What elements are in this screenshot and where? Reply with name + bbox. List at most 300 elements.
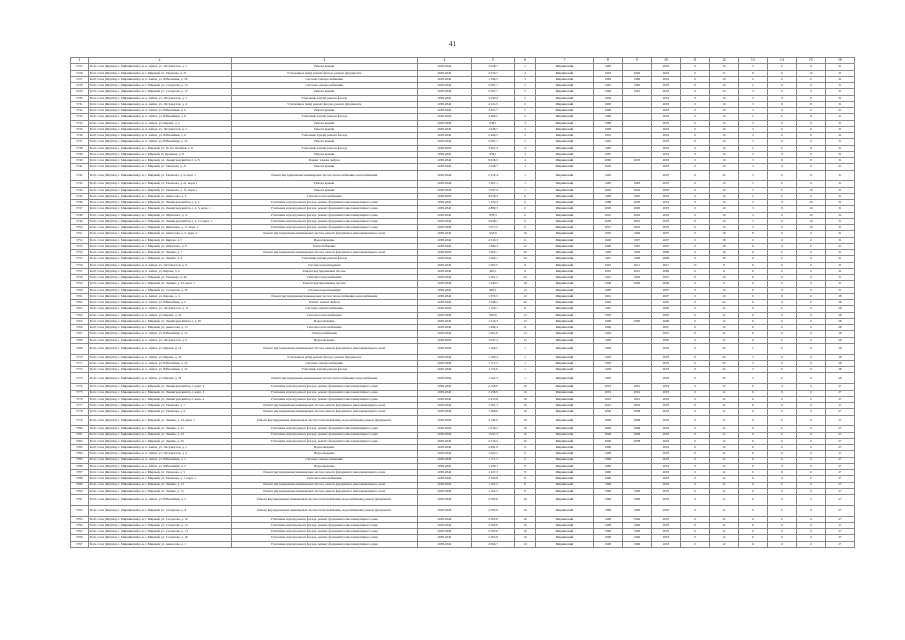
year-cell: 1993: [593, 337, 622, 343]
value-cell: 0: [767, 463, 796, 469]
year-cell: 1992: [593, 300, 622, 306]
value-cell: 0: [796, 457, 825, 463]
value-cell: 28: [825, 331, 854, 337]
count-cell: 1: [515, 181, 536, 187]
value-cell: 0: [680, 95, 709, 101]
value-cell: 0: [680, 206, 709, 212]
year-cell: 1992: [593, 139, 622, 145]
district-cell: Мирнинский: [535, 170, 593, 181]
value-cell: 27: [825, 403, 854, 409]
cost-cell: 2 307,7: [471, 89, 514, 95]
value-cell: 0: [680, 535, 709, 541]
value-cell: 12: [709, 488, 738, 494]
count-cell: 16: [515, 409, 536, 415]
value-cell: 10: [709, 151, 738, 157]
cost-cell: 863,1: [471, 287, 514, 293]
value-cell: 12: [709, 312, 738, 318]
row-number-cell: 5753: [71, 243, 89, 249]
count-cell: 1: [515, 373, 536, 384]
value-cell: 3: [738, 101, 767, 107]
value-cell: 31: [825, 212, 854, 218]
cost-cell: 2 144,0: [471, 415, 514, 426]
year-cell: 1999: [593, 281, 622, 287]
row-number-cell: 5761: [71, 293, 89, 299]
row-number-cell: 5791: [71, 495, 89, 506]
year-cell: 2018: [651, 200, 680, 206]
year-cell: 2018: [651, 535, 680, 541]
address-cell: Респ. Саха (Якутия), г. Мирнинский р-н, п. Айхал, ул. Энтузиастов, д. 6: [88, 337, 231, 343]
district-cell: Мирнинский: [535, 181, 593, 187]
value-cell: 3: [738, 193, 767, 199]
value-cell: 0: [767, 287, 796, 293]
year-cell: 1999: [593, 325, 622, 331]
year-cell: 1983: [593, 64, 622, 70]
year-cell: 1989: [593, 120, 622, 126]
value-cell: 6: [738, 488, 767, 494]
value-cell: 0: [796, 126, 825, 132]
value-cell: 0: [680, 281, 709, 287]
period-cell: 2038-2040: [417, 70, 471, 76]
address-cell: Респ. Саха (Якутия), г. Мирнинский р-н, г. Мирный, ул. Ойунского, д. 6: [88, 243, 231, 249]
value-cell: 12: [709, 403, 738, 409]
count-cell: 16: [515, 438, 536, 444]
value-cell: 0: [796, 409, 825, 415]
value-cell: 27: [825, 535, 854, 541]
count-cell: 11: [515, 306, 536, 312]
value-cell: 6: [738, 403, 767, 409]
address-cell: Респ. Саха (Якутия), г. Мирнинский р-н, г. Мирный, ул. Ленинградский пр-т, д. 11, корп. 1: [88, 218, 231, 224]
work-type-cell: Ремонт внутридомовых инженерных систем теплоснабжения, водоснабжения: [231, 170, 417, 181]
cost-cell: 1 568,9: [471, 409, 514, 415]
row-number-cell: 5747: [71, 206, 89, 212]
address-cell: Респ. Саха (Якутия), г. Мирнинский р-н, г. Мирный, ул. Ленина, д. 19, корп. 1: [88, 415, 231, 426]
count-cell: 20: [515, 256, 536, 262]
value-cell: 0: [680, 343, 709, 354]
address-cell: Респ. Саха (Якутия), г. Мирнинский р-н, г. Мирный, ул. Солдатова, д. 12: [88, 522, 231, 528]
period-cell: 2038-2040: [417, 541, 471, 547]
period-cell: 2038-2040: [417, 206, 471, 212]
value-cell: 8: [709, 268, 738, 274]
year-cell: 1990: [593, 488, 622, 494]
row-number-cell: 5755: [71, 256, 89, 262]
address-cell: Респ. Саха (Якутия), г. Мирнинский р-н, г. Мирный, ул. Тихонова, д. 27: [88, 70, 231, 76]
value-cell: 31: [825, 70, 854, 76]
value-cell: 27: [825, 541, 854, 547]
work-type-cell: Утепление и (или) ремонт фасада, ремонт фундамента многоквартирного дома: [231, 212, 417, 218]
value-cell: 12: [709, 482, 738, 488]
value-cell: 20: [709, 343, 738, 354]
value-cell: 0: [680, 482, 709, 488]
year-cell: 1996: [593, 243, 622, 249]
value-cell: 0: [796, 139, 825, 145]
value-cell: 0: [796, 337, 825, 343]
column-header: 10: [651, 58, 680, 64]
year-cell: 2001: [593, 396, 622, 402]
value-cell: 0: [767, 482, 796, 488]
cost-cell: 1 061,6: [471, 331, 514, 337]
year-cell: 2007: [651, 275, 680, 281]
row-number-cell: 5758: [71, 275, 89, 281]
district-cell: Мирнинский: [535, 331, 593, 337]
address-cell: Респ. Саха (Якутия), г. Мирнинский р-н, п. Айхал, ул. Юбилейная, д. 16: [88, 360, 231, 366]
district-cell: Мирнинский: [535, 325, 593, 331]
cost-cell: 2 010,3: [471, 237, 514, 243]
value-cell: 8: [796, 145, 825, 151]
period-cell: 2038-2040: [417, 445, 471, 451]
value-cell: 6: [738, 432, 767, 438]
address-cell: Респ. Саха (Якутия), г. Мирнинский р-н, г. Мирный, ул. Аммосова, д. 5, корп. 2: [88, 231, 231, 237]
address-cell: Респ. Саха (Якутия), г. Мирнинский р-н, г. Мирный, ул. Кирова, д. 5: [88, 237, 231, 243]
value-cell: 10: [709, 89, 738, 95]
value-cell: 6: [738, 256, 767, 262]
district-cell: Мирнинский: [535, 126, 593, 132]
work-type-cell: Водоотведение: [231, 318, 417, 324]
value-cell: 31: [825, 145, 854, 151]
district-cell: Мирнинский: [535, 300, 593, 306]
value-cell: 31: [825, 95, 854, 101]
work-type-cell: Ремонт внутридомовых инженерных систем теплоснабжения, водоснабжения: [231, 373, 417, 384]
address-cell: Респ. Саха (Якутия), г. Мирнинский р-н, г. Мирный, ул. Аммосова, д. 13: [88, 325, 231, 331]
cost-cell: 1 296,5: [471, 76, 514, 82]
district-cell: Мирнинский: [535, 200, 593, 206]
value-cell: 9: [738, 70, 767, 76]
period-cell: 2038-2040: [417, 145, 471, 151]
value-cell: 10: [796, 218, 825, 224]
period-cell: 2038-2040: [417, 476, 471, 482]
period-cell: 2038-2040: [417, 250, 471, 256]
cost-cell: 1 931,3: [471, 432, 514, 438]
value-cell: 6: [738, 505, 767, 516]
count-cell: 6: [515, 225, 536, 231]
count-cell: 8: [515, 268, 536, 274]
value-cell: 28: [825, 343, 854, 354]
year-cell: 2018: [651, 343, 680, 354]
district-cell: Мирнинский: [535, 438, 593, 444]
value-cell: 0: [680, 237, 709, 243]
value-cell: 0: [680, 243, 709, 249]
column-header: 7: [535, 58, 593, 64]
count-cell: 12: [515, 331, 536, 337]
table-row: [71, 170, 855, 181]
year-cell: 1996: [622, 495, 651, 506]
value-cell: 0: [796, 535, 825, 541]
period-cell: 2038-2040: [417, 83, 471, 89]
value-cell: 0: [767, 275, 796, 281]
year-cell: 2006: [593, 415, 622, 426]
address-cell: Респ. Саха (Якутия), г. Мирнинский р-н, г. Мирный, ул. Солдатова, д. 10: [88, 516, 231, 522]
year-cell: 2004: [622, 187, 651, 193]
value-cell: 31: [825, 101, 854, 107]
period-cell: 2038-2040: [417, 275, 471, 281]
year-cell: 2018: [651, 145, 680, 151]
value-cell: 0: [767, 505, 796, 516]
year-cell: 1990: [593, 535, 622, 541]
row-number-cell: 5757: [71, 268, 89, 274]
year-cell: 1990: [593, 451, 622, 457]
year-cell: 1990: [593, 89, 622, 95]
district-cell: Мирнинский: [535, 158, 593, 164]
address-cell: Респ. Саха (Якутия), г. Мирнинский р-н, г. Мирный, ул. Тихонова, д. 21: [88, 164, 231, 170]
cost-cell: 1 270,4: [471, 200, 514, 206]
address-cell: Респ. Саха (Якутия), г. Мирнинский р-н, п. Айхал, ул. Энтузиастов, д. 11: [88, 306, 231, 312]
value-cell: 0: [680, 384, 709, 390]
address-cell: Респ. Саха (Якутия), г. Мирнинский р-н, п. Айхал, ул. Юбилейная, д. 2: [88, 300, 231, 306]
year-cell: 2018: [651, 360, 680, 366]
period-cell: 2038-2040: [417, 325, 471, 331]
year-cell: 1997: [593, 306, 622, 312]
address-cell: Респ. Саха (Якутия), г. Мирнинский р-н, г. Мирный, ул. Тихонова, д. 5: [88, 470, 231, 476]
value-cell: 6: [738, 516, 767, 522]
cost-cell: 4 889,3: [471, 206, 514, 212]
value-cell: 6: [738, 529, 767, 535]
address-cell: Респ. Саха (Якутия), г. Мирнинский р-н, п. Айхал, ул. Юбилейная, д. 19: [88, 367, 231, 373]
value-cell: 0: [680, 306, 709, 312]
year-cell: 2000: [593, 218, 622, 224]
value-cell: 0: [767, 367, 796, 373]
value-cell: 0: [680, 337, 709, 343]
district-cell: Мирнинский: [535, 193, 593, 199]
value-cell: 0: [680, 470, 709, 476]
year-cell: 1994: [593, 193, 622, 199]
value-cell: 0: [767, 101, 796, 107]
table-row: [71, 541, 855, 547]
cost-cell: 1 037,4: [471, 187, 514, 193]
year-cell: 1997: [593, 256, 622, 262]
value-cell: 3: [738, 343, 767, 354]
period-cell: 2038-2040: [417, 237, 471, 243]
value-cell: 6: [738, 390, 767, 396]
work-type-cell: Утепление и (или) ремонт фасада, ремонт фундамента многоквартирного дома: [231, 522, 417, 528]
year-cell: 1990: [593, 505, 622, 516]
work-type-cell: Ремонт крыши: [231, 89, 417, 95]
year-cell: 1996: [622, 529, 651, 535]
count-cell: 11: [515, 325, 536, 331]
value-cell: 0: [680, 367, 709, 373]
row-number-cell: 5734: [71, 120, 89, 126]
year-cell: 2003: [593, 187, 622, 193]
row-number-cell: 5767: [71, 331, 89, 337]
value-cell: 0: [796, 108, 825, 114]
value-cell: 0: [767, 293, 796, 299]
value-cell: 0: [767, 218, 796, 224]
value-cell: 0: [680, 463, 709, 469]
value-cell: 18: [709, 231, 738, 237]
work-type-cell: Ремонт внутридомовых инженерных систем, ремонт фундамента многоквартирного дома: [231, 409, 417, 415]
value-cell: 0: [680, 170, 709, 181]
address-cell: Респ. Саха (Якутия), г. Мирнинский р-н, г. Мирный, ул. 50 лет Октября, д. 8: [88, 145, 231, 151]
cost-cell: 1 361,2: [471, 275, 514, 281]
work-type-cell: Ремонт крыши: [231, 187, 417, 193]
data-table-container: [70, 57, 855, 548]
value-cell: 12: [709, 457, 738, 463]
address-cell: Респ. Саха (Якутия), г. Мирнинский р-н, г. Мирный, ул. Ленинградский пр-т, корп. 2: [88, 384, 231, 390]
value-cell: 0: [680, 331, 709, 337]
address-cell: Респ. Саха (Якутия), г. Мирнинский р-н, г. Мирный, ул. Солдатова, д. 25: [88, 287, 231, 293]
row-number-cell: 5790: [71, 488, 89, 494]
count-cell: 13: [515, 293, 536, 299]
value-cell: 12: [709, 325, 738, 331]
value-cell: 0: [796, 373, 825, 384]
count-cell: 8: [515, 482, 536, 488]
row-number-cell: 5738: [71, 145, 89, 151]
year-cell: 2011: [622, 262, 651, 268]
row-number-cell: 5797: [71, 541, 89, 547]
row-number-cell: 5743: [71, 181, 89, 187]
year-cell: 1993: [593, 250, 622, 256]
cost-cell: 2 303,8: [471, 505, 514, 516]
value-cell: 0: [767, 541, 796, 547]
address-cell: Респ. Саха (Якутия), г. Мирнинский р-н, п. Айхал, ул. Кирова, д. 2: [88, 120, 231, 126]
row-number-cell: 5742: [71, 170, 89, 181]
value-cell: 27: [825, 482, 854, 488]
value-cell: 31: [825, 206, 854, 212]
value-cell: 0: [767, 384, 796, 390]
column-header: 11: [680, 58, 709, 64]
district-cell: Мирнинский: [535, 522, 593, 528]
value-cell: 0: [680, 151, 709, 157]
period-cell: 2038-2040: [417, 360, 471, 366]
value-cell: 31: [825, 108, 854, 114]
district-cell: Мирнинский: [535, 306, 593, 312]
work-type-cell: Ремонт крыши: [231, 139, 417, 145]
value-cell: 0: [680, 120, 709, 126]
value-cell: 0: [680, 451, 709, 457]
count-cell: 2: [515, 114, 536, 120]
row-number-cell: 5754: [71, 250, 89, 256]
year-cell: 2007: [651, 237, 680, 243]
count-cell: 9: [515, 237, 536, 243]
cost-cell: 2 307,7: [471, 108, 514, 114]
work-type-cell: Утепление и (или) ремонт фасада, ремонт фундамента многоквартирного дома: [231, 218, 417, 224]
value-cell: 6: [738, 318, 767, 324]
cost-cell: 2 519,2: [471, 426, 514, 432]
value-cell: 0: [680, 139, 709, 145]
value-cell: 28: [825, 325, 854, 331]
year-cell: 2002: [622, 403, 651, 409]
value-cell: 27: [825, 438, 854, 444]
year-cell: 2008: [622, 426, 651, 432]
value-cell: 0: [767, 343, 796, 354]
address-cell: Респ. Саха (Якутия), г. Мирнинский р-н, п. Айхал, ул. Кирова, д. 4: [88, 293, 231, 299]
year-cell: 2018: [651, 225, 680, 231]
value-cell: 0: [680, 396, 709, 402]
period-cell: 2038-2040: [417, 212, 471, 218]
period-cell: 2038-2040: [417, 312, 471, 318]
count-cell: 4: [515, 145, 536, 151]
address-cell: Респ. Саха (Якутия), г. Мирнинский р-н, п. Айхал, ул. Энтузиастов, д. 1: [88, 64, 231, 70]
value-cell: 12: [709, 470, 738, 476]
value-cell: 0: [796, 445, 825, 451]
value-cell: 0: [680, 256, 709, 262]
value-cell: 20: [709, 373, 738, 384]
period-cell: 2038-2040: [417, 300, 471, 306]
value-cell: 0: [796, 403, 825, 409]
value-cell: 31: [825, 187, 854, 193]
row-number-cell: 5788: [71, 476, 89, 482]
address-cell: Респ. Саха (Якутия), г. Мирнинский р-н, г. Мирный, ул. Тихонова, д. 15, корп. 1: [88, 187, 231, 193]
value-cell: 27: [825, 457, 854, 463]
value-cell: 0: [767, 403, 796, 409]
value-cell: 10: [709, 164, 738, 170]
value-cell: 10: [709, 95, 738, 101]
period-cell: 2038-2040: [417, 256, 471, 262]
cost-cell: 2 460,5: [471, 114, 514, 120]
period-cell: 2038-2040: [417, 76, 471, 82]
value-cell: 0: [680, 541, 709, 547]
value-cell: 0: [767, 108, 796, 114]
address-cell: Респ. Саха (Якутия), г. Мирнинский р-н, п. Айхал, ул. Юбилейная, д. 18: [88, 76, 231, 82]
value-cell: 3: [738, 95, 767, 101]
address-cell: Респ. Саха (Якутия), г. Мирнинский р-н, п. Айхал, ул. Юбилейная, д. 12: [88, 331, 231, 337]
cost-cell: 3 030,4: [471, 95, 514, 101]
work-type-cell: Утепление и (или) ремонт фасада, ремонт фундамента: [231, 101, 417, 107]
count-cell: 8: [515, 488, 536, 494]
year-cell: 2018: [651, 83, 680, 89]
cost-cell: 1 028,7: [471, 164, 514, 170]
value-cell: 0: [680, 409, 709, 415]
value-cell: 12: [709, 306, 738, 312]
value-cell: 0: [680, 200, 709, 206]
column-header: 4: [417, 58, 471, 64]
year-cell: 2018: [651, 170, 680, 181]
district-cell: Мирнинский: [535, 409, 593, 415]
year-cell: 2018: [651, 457, 680, 463]
year-cell: 1996: [593, 237, 622, 243]
value-cell: 0: [680, 218, 709, 224]
value-cell: 0: [767, 488, 796, 494]
district-cell: Мирнинский: [535, 505, 593, 516]
year-cell: 1986: [622, 76, 651, 82]
year-cell: 1982: [593, 181, 622, 187]
work-type-cell: Утепление и (или) ремонт фасада, ремонт фундамента многоквартирного дома: [231, 206, 417, 212]
year-cell: 1993: [593, 360, 622, 366]
district-cell: Мирнинский: [535, 373, 593, 384]
value-cell: 6: [738, 281, 767, 287]
value-cell: 12: [709, 541, 738, 547]
value-cell: 31: [825, 164, 854, 170]
value-cell: 10: [709, 287, 738, 293]
count-cell: 6: [515, 218, 536, 224]
value-cell: 6: [738, 396, 767, 402]
value-cell: 0: [796, 287, 825, 293]
value-cell: 28: [825, 293, 854, 299]
value-cell: 0: [680, 225, 709, 231]
year-cell: 2017: [651, 262, 680, 268]
district-cell: Мирнинский: [535, 70, 593, 76]
value-cell: 9: [796, 158, 825, 164]
year-cell: 2005: [651, 312, 680, 318]
value-cell: 0: [680, 212, 709, 218]
district-cell: Мирнинский: [535, 145, 593, 151]
year-cell: 2001: [593, 225, 622, 231]
count-cell: 9: [515, 457, 536, 463]
year-cell: [622, 373, 651, 384]
row-number-cell: 5726: [71, 70, 89, 76]
year-cell: 1993: [593, 354, 622, 360]
address-cell: Респ. Саха (Якутия), г. Мирнинский р-н, п. Айхал, ул. Юбилейная, д. 10: [88, 139, 231, 145]
value-cell: 0: [680, 268, 709, 274]
row-number-cell: 5778: [71, 409, 89, 415]
year-cell: 2018: [651, 95, 680, 101]
value-cell: 12: [709, 529, 738, 535]
row-number-cell: 5793: [71, 516, 89, 522]
value-cell: 0: [796, 516, 825, 522]
period-cell: 2038-2040: [417, 403, 471, 409]
count-cell: 6: [515, 212, 536, 218]
value-cell: 31: [825, 120, 854, 126]
period-cell: 2038-2040: [417, 133, 471, 139]
value-cell: 31: [825, 133, 854, 139]
